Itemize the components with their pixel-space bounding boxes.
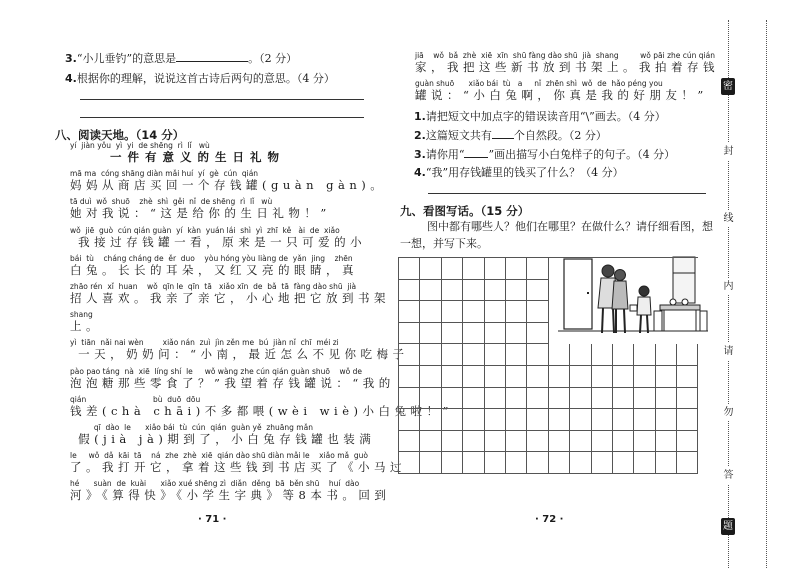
grid-cell[interactable] xyxy=(485,258,506,280)
answer-line[interactable] xyxy=(80,117,364,118)
passage-line: 河》《算得快》《小学生字典》等8本书。回到 xyxy=(70,488,391,503)
pinyin-line: bái tù cháng cháng de ěr duo yòu hóng yòu liàng de yǎn jing zhēn xyxy=(70,253,353,263)
grid-cell[interactable] xyxy=(485,409,506,431)
grid-cell[interactable] xyxy=(656,388,677,410)
grid-cell[interactable] xyxy=(592,366,613,388)
grid-cell[interactable] xyxy=(485,301,506,323)
grid-cell[interactable] xyxy=(442,452,463,474)
grid-cell[interactable] xyxy=(420,409,441,431)
passage-line: 她对我说：“这是给你的生日礼物！” xyxy=(70,206,331,221)
grid-cell[interactable] xyxy=(677,344,698,366)
grid-cell[interactable] xyxy=(549,431,570,453)
passage-line: 妈妈从商店买回一个存钱罐(guàn gàn)。 xyxy=(70,178,387,193)
grid-cell[interactable] xyxy=(506,431,527,453)
grid-cell[interactable] xyxy=(527,344,548,366)
grid-cell[interactable] xyxy=(634,344,655,366)
pinyin-line: zhāo rén xǐ huan wǒ qīn le qīn tā xiǎo xīn de bǎ tā fàng dào shū jià xyxy=(70,282,357,291)
grid-cell[interactable] xyxy=(399,452,420,474)
pinyin-line: hé suàn de kuài xiǎo xué shēng zì diǎn děng bā běn shū huí dào xyxy=(70,479,360,489)
grid-cell[interactable] xyxy=(570,409,591,431)
grid-cell[interactable] xyxy=(506,280,527,302)
grid-cell[interactable] xyxy=(592,409,613,431)
grid-cell[interactable] xyxy=(549,344,570,366)
binding-character: 勿 xyxy=(720,404,737,421)
grid-cell[interactable] xyxy=(399,431,420,453)
grid-cell[interactable] xyxy=(485,431,506,453)
grid-cell[interactable] xyxy=(677,409,698,431)
grid-cell[interactable] xyxy=(570,388,591,410)
section-8-heading: 八、阅读天地。（14 分） xyxy=(55,128,185,142)
grid-cell[interactable] xyxy=(399,344,420,366)
grid-cell[interactable] xyxy=(420,301,441,323)
question-4: 4.根据你的理解，说说这首古诗后两句的意思。（4 分） xyxy=(65,72,335,85)
passage-line: 一天，奶奶问：“小南，最近怎么不见你吃梅子 xyxy=(70,347,409,362)
grid-cell[interactable] xyxy=(592,452,613,474)
answer-blank[interactable] xyxy=(176,51,248,62)
grid-cell[interactable] xyxy=(634,409,655,431)
grid-cell[interactable] xyxy=(420,452,441,474)
grid-cell[interactable] xyxy=(527,258,548,280)
grid-cell[interactable] xyxy=(634,431,655,453)
passage-title: 一件有意义的生日礼物 xyxy=(110,150,285,164)
grid-cell[interactable] xyxy=(549,452,570,474)
grid-cell[interactable] xyxy=(399,323,420,345)
grid-cell[interactable] xyxy=(613,431,634,453)
grid-cell[interactable] xyxy=(463,409,484,431)
grid-cell[interactable] xyxy=(592,431,613,453)
grid-cell[interactable] xyxy=(656,366,677,388)
grid-cell[interactable] xyxy=(463,344,484,366)
question-3: 3.“小儿垂钓”的意思是 。（2 分） xyxy=(65,52,298,65)
grid-cell[interactable] xyxy=(442,344,463,366)
grid-cell[interactable] xyxy=(656,409,677,431)
pinyin-line: shang xyxy=(70,310,93,320)
grid-cell[interactable] xyxy=(527,452,548,474)
grid-cell[interactable] xyxy=(420,388,441,410)
grid-cell[interactable] xyxy=(570,344,591,366)
pinyin-line: mā ma cóng shāng diàn mǎi huí yí gè cún qián xyxy=(70,169,259,179)
grid-cell[interactable] xyxy=(506,301,527,323)
grid-cell[interactable] xyxy=(463,431,484,453)
grid-cell[interactable] xyxy=(506,388,527,410)
grid-cell[interactable] xyxy=(485,323,506,345)
passage-line: 泡泡糖那些零食了？”我望着存钱罐说：“我的 xyxy=(70,375,395,390)
grid-cell[interactable] xyxy=(399,366,420,388)
grid-cell[interactable] xyxy=(570,431,591,453)
grid-cell[interactable] xyxy=(442,409,463,431)
pinyin-line: wǒ jiē guò cún qián guàn yí kàn yuán lái shì yì zhī kě ài de xiǎo xyxy=(70,225,340,235)
grid-cell[interactable] xyxy=(420,431,441,453)
page-number: · 72 · xyxy=(535,514,564,525)
grid-cell[interactable] xyxy=(549,409,570,431)
grid-cell[interactable] xyxy=(420,366,441,388)
section-9-heading: 九、看图写话。（15 分） xyxy=(400,204,530,218)
writing-prompt: 图中都有哪些人？他们在哪里？在做什么？请仔细看图，想 xyxy=(427,220,713,233)
grid-cell[interactable] xyxy=(634,388,655,410)
binding-character: 答 xyxy=(720,467,737,484)
passage-line: 罐说：“小白兔啊，你真是我的好朋友！” xyxy=(415,88,708,102)
grid-cell[interactable] xyxy=(399,280,420,302)
grid-cell[interactable] xyxy=(399,258,420,280)
grid-cell[interactable] xyxy=(442,323,463,345)
answer-line[interactable] xyxy=(80,99,364,100)
question-r3: 3.请你用“ ”画出描写小白兔样子的句子。（4 分） xyxy=(414,148,676,161)
writing-prompt-cont: 一想，并写下来。 xyxy=(400,237,488,250)
grid-cell[interactable] xyxy=(506,452,527,474)
grid-cell[interactable] xyxy=(463,280,484,302)
grid-cell[interactable] xyxy=(399,409,420,431)
grid-cell[interactable] xyxy=(442,431,463,453)
grid-cell[interactable] xyxy=(592,344,613,366)
grid-cell[interactable] xyxy=(570,366,591,388)
question-r1: 1.请把短文中加点字的错误读音用“\”画去。（4 分） xyxy=(414,110,666,123)
grid-cell[interactable] xyxy=(485,388,506,410)
answer-line[interactable] xyxy=(428,193,706,194)
pinyin-line: qián bù duō dōu xyxy=(70,394,201,404)
grid-cell[interactable] xyxy=(506,344,527,366)
grid-cell[interactable] xyxy=(549,366,570,388)
passage-line: 上。 xyxy=(70,319,102,334)
grid-cell[interactable] xyxy=(613,344,634,366)
binding-character: 密 xyxy=(721,78,735,95)
grid-cell[interactable] xyxy=(506,323,527,345)
grid-cell[interactable] xyxy=(420,280,441,302)
pinyin-line: tā duì wǒ shuō zhè shì gěi nǐ de shēng rì lǐ wù xyxy=(70,197,273,207)
grid-cell[interactable] xyxy=(527,388,548,410)
pinyin-line: pào pao táng nà xiē líng shí le wǒ wàng zhe cún qián guàn shuō wǒ de xyxy=(70,366,362,376)
grid-cell[interactable] xyxy=(677,388,698,410)
question-r2: 2.这篇短文共有 个自然段。（2 分） xyxy=(414,129,607,142)
passage-line: 家，我把这些新书放到书架上。我拍着存钱 xyxy=(415,60,719,74)
grid-cell[interactable] xyxy=(527,301,548,323)
binding-character: 题 xyxy=(721,518,735,535)
answer-blank[interactable] xyxy=(492,128,514,139)
grid-cell[interactable] xyxy=(399,388,420,410)
grid-cell[interactable] xyxy=(463,388,484,410)
pinyin-line: qī dào le xiǎo bái tù cún qián guàn yě zhuāng mǎn xyxy=(70,423,313,432)
passage-line: 假(jià jà)期到了，小白兔存钱罐也装满 xyxy=(70,432,376,446)
grid-cell[interactable] xyxy=(677,431,698,453)
grid-cell[interactable] xyxy=(613,409,634,431)
grid-cell[interactable] xyxy=(634,366,655,388)
underline-sample xyxy=(464,147,488,158)
grid-cell[interactable] xyxy=(442,366,463,388)
grid-cell[interactable] xyxy=(442,280,463,302)
pinyin-line: jiā wǒ bǎ zhè xiē xīn shū fàng dào shū jià shang wǒ pāi zhe cún qián xyxy=(415,51,715,60)
grid-cell[interactable] xyxy=(442,258,463,280)
grid-cell[interactable] xyxy=(613,452,634,474)
pinyin-line: yì tiān nǎi nai wèn xiǎo nán zuì jìn zěn me bú jiàn nǐ chī méi zi xyxy=(70,338,339,348)
page-number: · 71 · xyxy=(198,514,227,525)
grid-cell[interactable] xyxy=(527,366,548,388)
grid-cell[interactable] xyxy=(485,452,506,474)
grid-cell[interactable] xyxy=(463,452,484,474)
grid-cell[interactable] xyxy=(420,258,441,280)
grid-cell[interactable] xyxy=(463,323,484,345)
grid-cell[interactable] xyxy=(485,366,506,388)
binding-character: 内 xyxy=(720,278,737,295)
grid-cell[interactable] xyxy=(656,344,677,366)
binding-character: 线 xyxy=(720,210,737,227)
grid-cell[interactable] xyxy=(463,366,484,388)
writing-grid[interactable] xyxy=(398,257,698,474)
binding-character: 请 xyxy=(720,343,737,360)
grid-cell[interactable] xyxy=(527,323,548,345)
pinyin-line: guàn shuō xiǎo bái tù a nǐ zhēn shì wǒ de hǎo péng you xyxy=(415,79,663,88)
passage-line: 白兔。长长的耳朵，又红又亮的眼睛，真 xyxy=(70,262,358,277)
grid-cell[interactable] xyxy=(656,431,677,453)
binding-character: 封 xyxy=(720,143,737,160)
passage-line: 了。我打开它，拿着这些钱到书店买了《小马过 xyxy=(70,460,406,475)
grid-cell[interactable] xyxy=(527,280,548,302)
grid-cell[interactable] xyxy=(399,301,420,323)
grid-cell[interactable] xyxy=(570,452,591,474)
passage-line: 钱差(chà chāi)不多都喂(wèi wiè)小白兔啦！” xyxy=(70,403,453,418)
grid-cell[interactable] xyxy=(442,301,463,323)
grid-cell[interactable] xyxy=(527,431,548,453)
question-r4: 4.“我”用存钱罐里的钱买了什么？（4 分） xyxy=(414,166,624,179)
grid-cell[interactable] xyxy=(420,344,441,366)
grid-cell[interactable] xyxy=(634,452,655,474)
grid-cell[interactable] xyxy=(677,452,698,474)
grid-cell[interactable] xyxy=(527,409,548,431)
grid-cell[interactable] xyxy=(506,366,527,388)
grid-cell[interactable] xyxy=(420,323,441,345)
grid-cell[interactable] xyxy=(463,258,484,280)
passage-line: 招人喜欢。我亲了亲它，小心地把它放到书架 xyxy=(70,291,390,305)
grid-cell[interactable] xyxy=(506,258,527,280)
grid-cell[interactable] xyxy=(506,409,527,431)
grid-cell[interactable] xyxy=(463,301,484,323)
grid-cell[interactable] xyxy=(485,280,506,302)
grid-cell[interactable] xyxy=(549,388,570,410)
grid-cell[interactable] xyxy=(592,388,613,410)
grid-cell[interactable] xyxy=(442,388,463,410)
binding-strip xyxy=(716,20,742,568)
grid-cell[interactable] xyxy=(485,344,506,366)
seam-line xyxy=(766,20,767,568)
grid-cell[interactable] xyxy=(613,388,634,410)
grid-cell[interactable] xyxy=(656,452,677,474)
grid-cell[interactable] xyxy=(677,366,698,388)
grid-cell[interactable] xyxy=(613,366,634,388)
passage-line: 我接过存钱罐一看，原来是一只可爱的小 xyxy=(70,234,367,249)
pinyin-line: le wǒ dǎ kāi tā ná zhe zhè xiē qián dào shū diàn mǎi le xiǎo mǎ guò xyxy=(70,451,369,461)
pinyin-line: yí jiàn yǒu yì yi de shēng rì lǐ wù xyxy=(70,141,210,150)
